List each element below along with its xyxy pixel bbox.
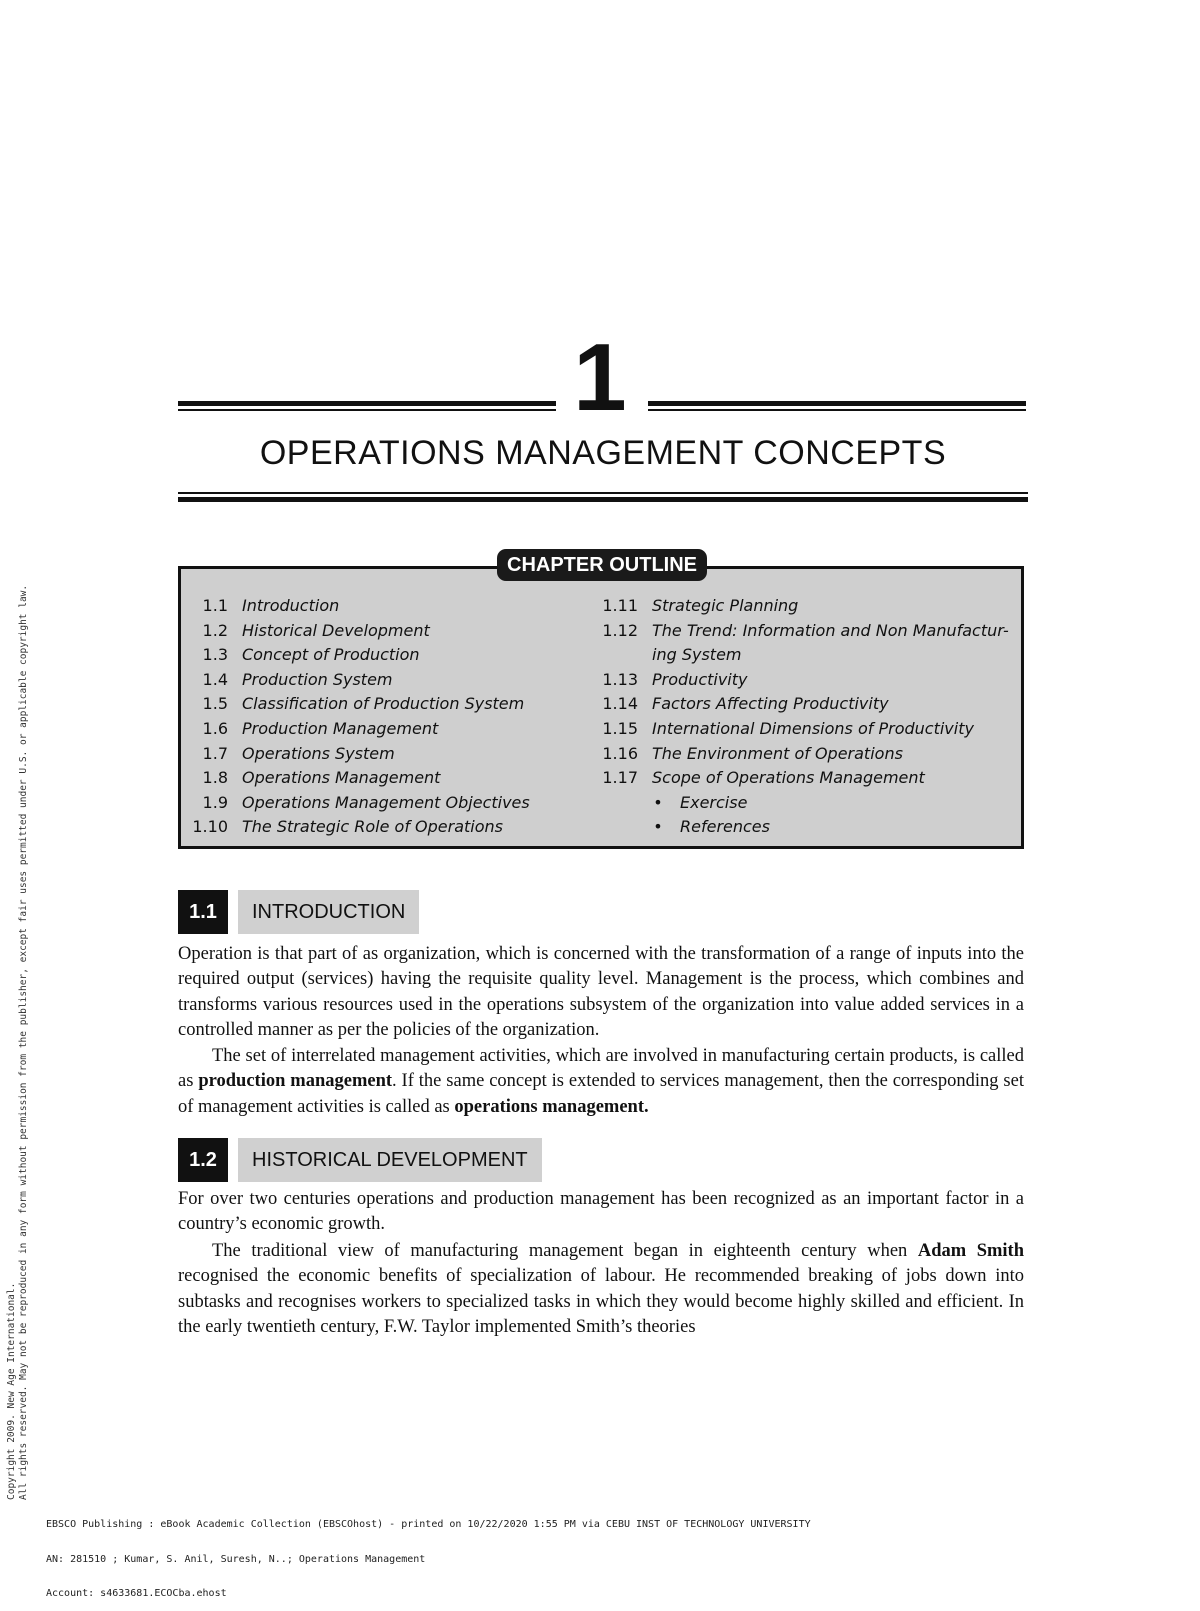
bold-term: operations management. [454, 1096, 649, 1117]
paragraph-text: . If the same concept is extended to services management, then the corresponding set of management activities is called as [178, 1071, 1024, 1117]
bold-term: Adam Smith [917, 1241, 1024, 1261]
paragraph-text: recognised the economic benefits of specialization of labour. He recommended breaking of jobs down into subtasks and recognises workers to specialized tasks in which they would become highly skilled and efficient. In the early twentieth century, F.W. Taylor implemented Smith’s theories [178, 1266, 1024, 1338]
bullet-icon: • [653, 792, 663, 812]
print-footer [46, 1496, 811, 1611]
outline-item-label: Introduction [242, 596, 340, 615]
outline-item-label: Production System [242, 669, 393, 689]
paragraph [178, 1044, 1024, 1120]
outline-item-number: 1.13 [602, 669, 638, 689]
outline-item-number: 1.3 [202, 645, 228, 665]
outline-item-label: Factors Affecting Productivity [652, 694, 889, 714]
outline-item-number: 1.5 [202, 694, 228, 714]
outline-item-label: Operations System [242, 743, 395, 763]
outline-item-number: 1.16 [602, 743, 638, 763]
paragraph [178, 1239, 1024, 1341]
chapter-outline-label: CHAPTER OUTLINE [497, 549, 707, 581]
outline-item-label: International Dimensions of Productivity [652, 719, 974, 738]
copyright-line: Copyright 2009. New Age International. [6, 1282, 17, 1500]
section-number: 1.1 [178, 890, 228, 934]
outline-item-label: ing System [652, 645, 742, 665]
chapter-title: OPERATIONS MANAGEMENT CONCEPTS [259, 434, 947, 472]
copyright-note [6, 585, 30, 1500]
header-rule-right-thin [648, 409, 1026, 411]
paragraph-text: The traditional view of manufacturing management began in eighteenth century when [212, 1241, 918, 1261]
header-rule-right-thick [648, 401, 1026, 406]
outline-item-label: Operations Management Objectives [242, 792, 530, 812]
outline-item-label: Concept of Production [242, 645, 420, 665]
bullet-icon: • [653, 817, 663, 837]
footer-line: Account: s4633681.ECOCba.ehost [46, 1588, 227, 1599]
outline-item-number: 1.15 [602, 719, 638, 738]
outline-item-label: Historical Development [242, 620, 430, 640]
header-rule-left-thick [178, 401, 556, 406]
outline-item-number: 1.8 [202, 768, 228, 788]
outline-item-number: 1.11 [602, 596, 638, 615]
outline-item-number: 1.17 [602, 768, 638, 788]
header-rule-left-thin [178, 409, 556, 411]
outline-item-label: Scope of Operations Management [652, 768, 925, 788]
footer-line: EBSCO Publishing : eBook Academic Collection (EBSCOhost) - printed on 10/22/2020 1:55 PM via CEBU INST OF TECHNOLOGY UNIVERSITY [46, 1519, 811, 1530]
paragraph: Operation is that part of as organization, which is concerned with the transformation of a range of inputs into the required output (services) having the requisite quality level. Management is the process, which combines and transforms various resources used in the operations subsystem of the organization into value added services in a controlled manner as per the policies of the organization. [178, 944, 1024, 1041]
outline-item-number: 1.12 [602, 620, 638, 640]
outline-item-number: 1.2 [202, 620, 228, 640]
outline-item-number: 1.14 [602, 694, 638, 714]
outline-item-number: 1.6 [202, 719, 228, 738]
bold-term: production management [198, 1071, 393, 1092]
outline-item-label: The Strategic Role of Operations [242, 817, 504, 837]
copyright-line: All rights reserved. May not be reproduced in any form without permission from the publisher, except fair uses permitted under U.S. or applicable copyright law. [18, 584, 29, 1500]
outline-item-label: Operations Management [242, 768, 441, 788]
outline-item-label: References [680, 817, 770, 837]
section-title: INTRODUCTION [238, 890, 419, 934]
title-rule-thick [178, 497, 1028, 502]
title-rule-thin [178, 492, 1028, 494]
outline-item-number: 1.9 [202, 792, 228, 812]
footer-line: AN: 281510 ; Kumar, S. Anil, Suresh, N..; Operations Management [46, 1553, 426, 1565]
paragraph-text: The set of interrelated management activities, which are involved in manufacturing certain products, is called as [178, 1046, 1024, 1092]
outline-item-number: 1.7 [202, 743, 228, 763]
outline-item-label: The Trend: Information and Non Manufactur- [652, 620, 1009, 640]
section-title: HISTORICAL DEVELOPMENT [238, 1138, 542, 1182]
outline-item-number: 1.1 [202, 596, 228, 615]
outline-item-label: The Environment of Operations [652, 743, 903, 763]
outline-item-number: 1.4 [202, 669, 228, 689]
outline-item-number: 1.10 [192, 817, 228, 837]
paragraph: For over two centuries operations and production management has been recognized as an important factor in a country’s economic growth. [178, 1189, 1024, 1235]
outline-item-label: Production Management [242, 719, 439, 738]
outline-item-label: Strategic Planning [652, 596, 799, 615]
chapter-number: 1 [573, 324, 627, 431]
section-number: 1.2 [178, 1138, 228, 1182]
outline-item-label: Classification of Production System [242, 694, 525, 714]
outline-item-label: Exercise [680, 792, 748, 812]
outline-item-label: Productivity [652, 669, 748, 689]
